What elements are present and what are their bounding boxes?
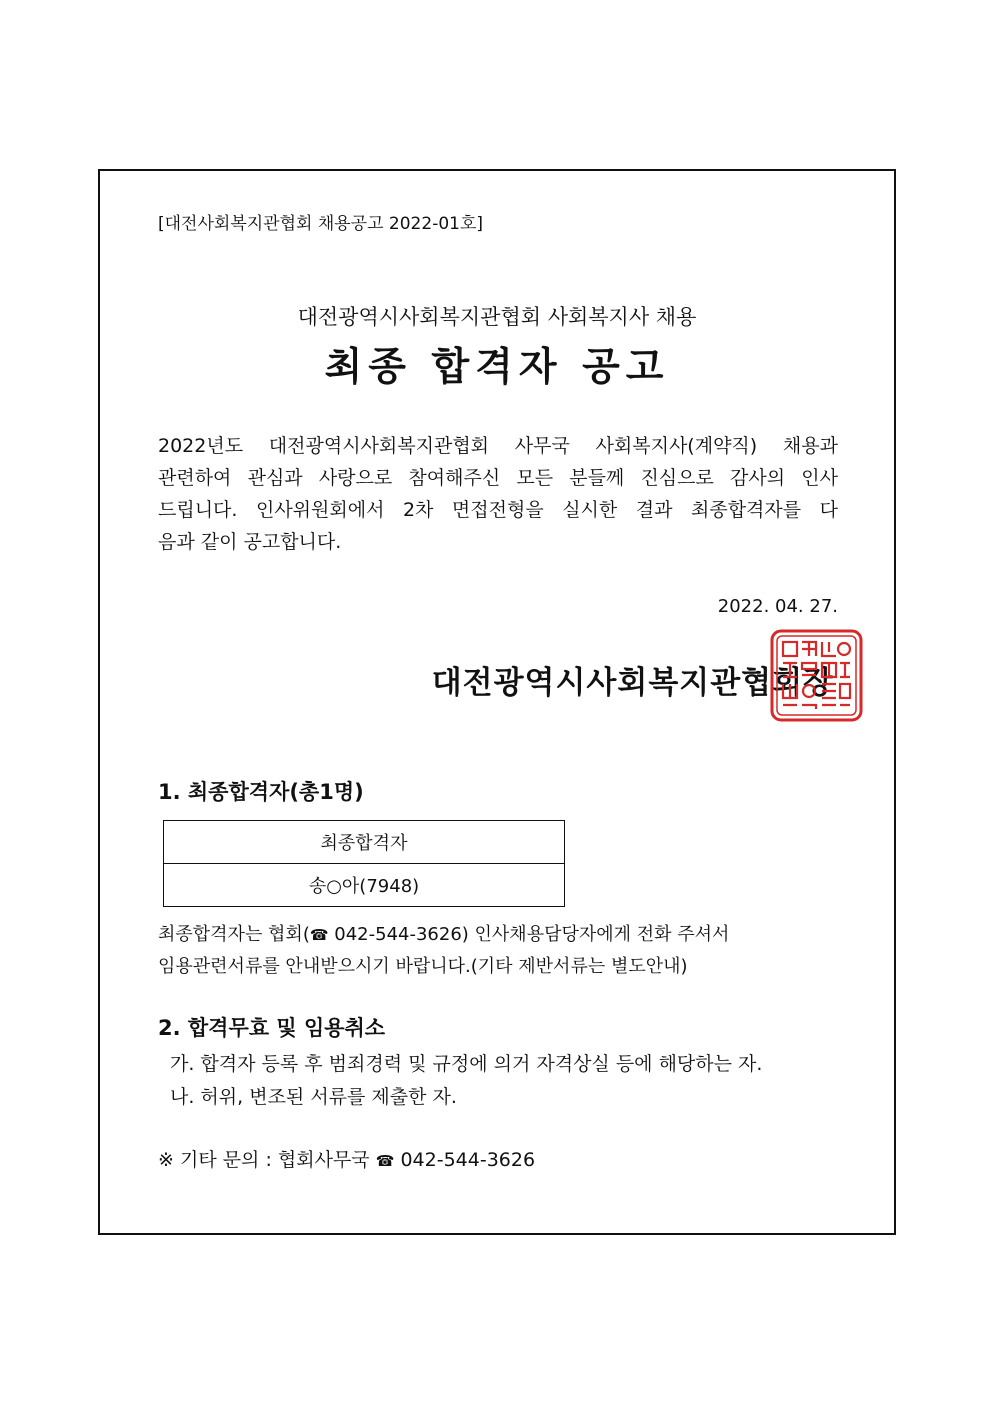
final-candidates-table xyxy=(163,820,565,907)
notice-frame xyxy=(98,169,896,1235)
section2-item: 나. 허위, 변조된 서류를 제출한 자. xyxy=(170,1086,457,1108)
table-header-cell: 최종합격자 xyxy=(164,821,565,864)
notice-subtitle: 대전광역시사회복지관협회 사회복지사 채용 xyxy=(297,305,697,329)
notice-ref-number: [대전사회복지관협회 채용공고 2022-01호] xyxy=(158,214,484,234)
body-line: 드립니다. 인사위원회에서 2차 면접전형을 실시한 결과 최종합격자를 다 xyxy=(158,499,838,521)
note-line: 임용관련서류를 안내받으시기 바랍니다.(기타 제반서류는 별도안내) xyxy=(158,956,688,977)
body-line: 2022년도 대전광역시사회복지관협회 사무국 사회복지사(계약직) 채용과 xyxy=(158,435,838,457)
section2-item: 가. 합격자 등록 후 범죄경력 및 규정에 의거 자격상실 등에 해당하는 자. xyxy=(170,1053,763,1075)
table-header-row xyxy=(164,821,565,864)
notice-title: 최종 합격자 공고 xyxy=(324,345,670,390)
contact-phone: 042-544-3626 xyxy=(400,1149,536,1171)
contact-label: ※ 기타 문의 : 협회사무국 xyxy=(158,1149,370,1171)
section1-heading: 1. 최종합격자(총1명) xyxy=(158,780,364,804)
candidate-cell: 송○아(7948) xyxy=(164,864,565,907)
issuer-name: 대전광역시사회복지관협회장 xyxy=(431,665,834,701)
note-line: 최종합격자는 협회(☎ 042-544-3626) 인사채용담당자에게 전화 주셔서 xyxy=(158,924,730,945)
notice-date: 2022. 04. 27. xyxy=(717,596,838,617)
candidate-note xyxy=(158,919,729,982)
phone-icon: ☎ xyxy=(309,926,329,944)
body-line: 음과 같이 공고합니다. xyxy=(158,531,342,553)
body-line: 관련하여 관심과 사랑으로 참여해주신 모든 분들께 진심으로 감사의 인사 xyxy=(158,467,838,489)
official-seal-icon xyxy=(770,629,863,722)
section2-heading: 2. 합격무효 및 임용취소 xyxy=(158,1016,386,1040)
phone-icon: ☎ xyxy=(375,1152,395,1170)
contact-line xyxy=(158,1145,535,1172)
notice-body xyxy=(158,430,838,558)
table-row xyxy=(164,864,565,907)
